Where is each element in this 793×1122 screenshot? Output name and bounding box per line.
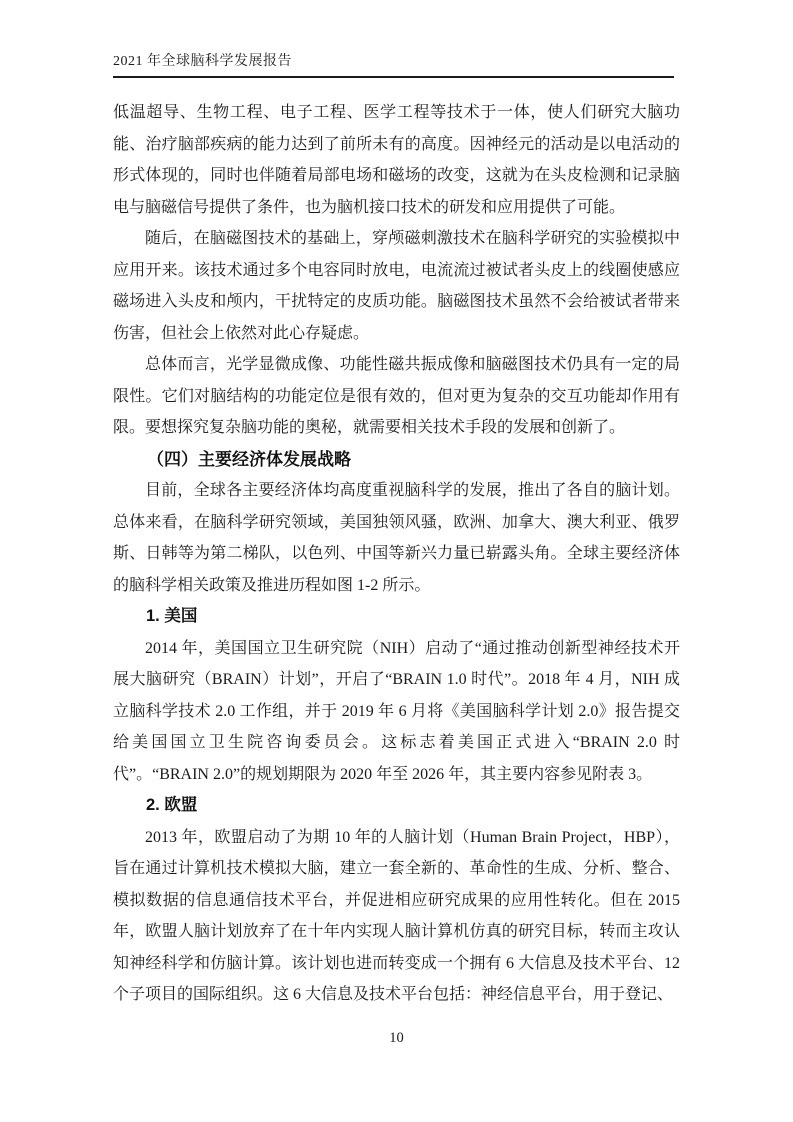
page-header (113, 50, 674, 78)
page-number: 10 (389, 1030, 404, 1046)
paragraph: 2013 年，欧盟启动了为期 10 年的人脑计划（Human Brain Project，HBP），旨在通过计算机技术模拟大脑，建立一套全新的、革命性的生成、分析、整合、模拟数据的信息通信技术平台，并促进相应研究成果的应用性转化。但在 2015 年，欧盟人脑计划放弃了在十年内实现人脑计算机仿真的研究目标，转而主攻认知神经科学和仿脑计算。该计划也进而转变成一个拥有 6 大信息及技术平台、12 个子项目的国际组织。这 6 大信息及技术平台包括：神经信息平台，用于登记、 (113, 828, 680, 1003)
paragraph: 总体而言，光学显微成像、功能性磁共振成像和脑磁图技术仍具有一定的局限性。它们对脑结构的功能定位是很有效的，但对更为复杂的交互功能却作用有限。要想探究复杂脑功能的奥秘，就需要相关技术手段的发展和创新了。 (113, 356, 680, 436)
header-title: 2021 年全球脑科学发展报告 (113, 50, 674, 78)
paragraph: 随后，在脑磁图技术的基础上，穿颅磁刺激技术在脑科学研究的实验模拟中应用开来。该技术通过多个电容同时放电，电流流过被试者头皮上的线圈使感应磁场进入头皮和颅内，干扰特定的皮质功能。脑磁图技术虽然不会给被试者带来伤害，但社会上依然对此心存疑虑。 (113, 230, 680, 342)
paragraph: 低温超导、生物工程、电子工程、医学工程等技术于一体，使人们研究大脑功能、治疗脑部疾病的能力达到了前所未有的高度。因神经元的活动是以电活动的形式体现的，同时也伴随着局部电场和磁场的改变，这就为在头皮检测和记录脑电与脑磁信号提供了条件，也为脑机接口技术的研发和应用提供了可能。 (113, 104, 680, 216)
paragraph: 2014 年，美国国立卫生研究院（NIH）启动了“通过推动创新型神经技术开展大脑研究（BRAIN）计划”，开启了“BRAIN 1.0 时代”。2018 年 4 月，NIH 成立脑科学技术 2.0 工作组，并于 2019 年 6 月将《美国脑科学计划 2.0》报告提交给美国国立卫生院咨询委员会。这标志着美国正式进入“BRAIN 2.0 时代”。“BRAIN 2.0”的规划期限为 2020 年至 2026 年，其主要内容参见附表 3。 (113, 639, 680, 783)
section-heading: （四）主要经济体发展战略 (147, 449, 351, 469)
page-body (113, 97, 680, 1011)
paragraph: 目前，全球各主要经济体均高度重视脑科学的发展，推出了各自的脑计划。总体来看，在脑科学研究领域，美国独领风骚，欧洲、加拿大、澳大利亚、俄罗斯、日韩等为第二梯队，以色列、中国等新兴力量已崭露头角。全球主要经济体的脑科学相关政策及推进历程如图 1-2 所示。 (113, 482, 680, 594)
subsection-heading-usa: 1. 美国 (146, 607, 198, 625)
page-footer (0, 1030, 793, 1047)
subsection-heading-eu: 2. 欧盟 (146, 796, 198, 814)
